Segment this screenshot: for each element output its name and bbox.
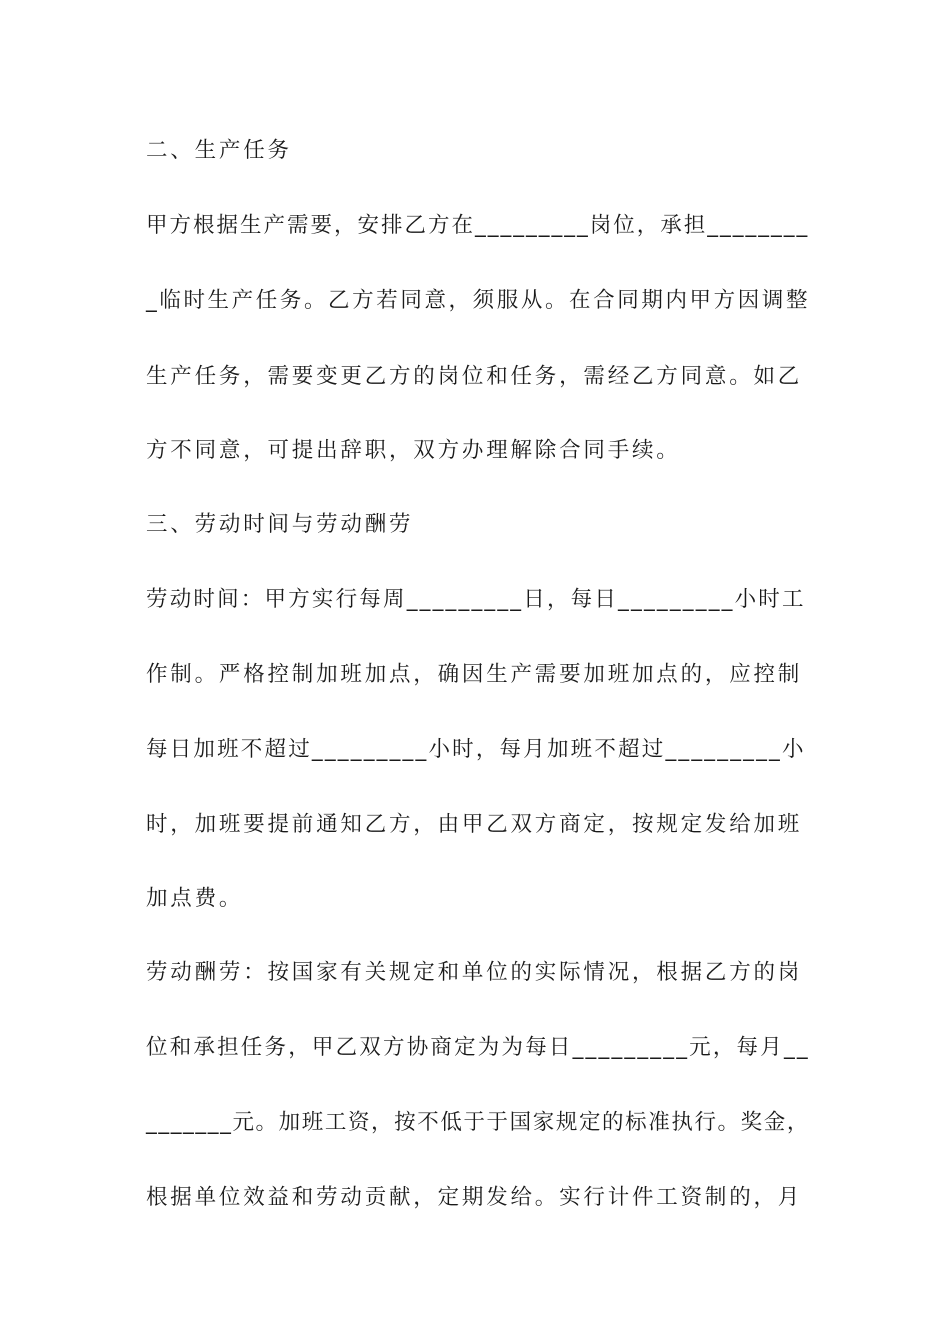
paragraph-line: 时，加班要提前通知乙方，由甲乙双方商定，按规定发给加班 (146, 812, 803, 837)
paragraph-line: 甲方根据生产需要，安排乙方在_________岗位，承担________ (146, 213, 810, 238)
paragraph-line: 劳动酬劳：按国家有关规定和单位的实际情况，根据乙方的岗 (146, 960, 803, 985)
section-heading-production-tasks: 二、生产任务 (146, 138, 292, 163)
paragraph-line: 每日加班不超过_________小时，每月加班不超过_________小 (146, 737, 806, 762)
section-heading-working-hours-and-pay: 三、劳动时间与劳动酬劳 (146, 512, 414, 537)
paragraph-line: 作制。严格控制加班加点，确因生产需要加班加点的，应控制 (146, 662, 803, 687)
paragraph-line: _______元。加班工资，按不低于于国家规定的标准执行。奖金， (146, 1110, 810, 1135)
paragraph-line: 加点费。 (146, 886, 244, 911)
paragraph-line: 位和承担任务，甲乙双方协商定为为每日_________元，每月__ (146, 1035, 810, 1060)
paragraph-line: 根据单位效益和劳动贡献，定期发给。实行计件工资制的，月 (146, 1185, 803, 1210)
paragraph-line: 方不同意，可提出辞职，双方办理解除合同手续。 (146, 438, 681, 463)
paragraph-line: _临时生产任务。乙方若同意，须服从。在合同期内甲方因调整 (146, 288, 811, 313)
paragraph-line: 生产任务，需要变更乙方的岗位和任务，需经乙方同意。如乙 (146, 364, 803, 389)
paragraph-line: 劳动时间：甲方实行每周_________日，每日_________小时工 (146, 587, 806, 612)
